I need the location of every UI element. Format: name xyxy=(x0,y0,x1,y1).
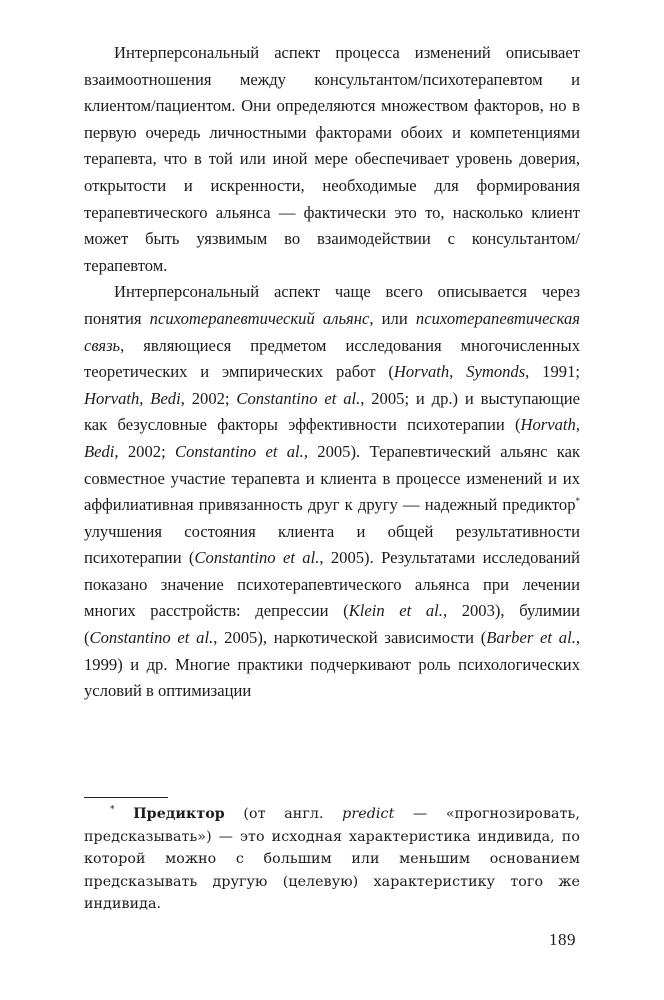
footnote-divider xyxy=(84,797,168,798)
text-run: — «прогнозировать, предсказывать») — это исходная характеристика индивида, по которой можно с большим или меньшим основанием предсказывать другую (целевую) характеристику того же индивида. xyxy=(84,806,580,913)
text-run: , 1991; xyxy=(525,362,580,382)
citation-authors: Barber et al. xyxy=(486,628,576,648)
text-run: , 2003), булимии ( xyxy=(84,601,580,648)
citation-authors: Klein et al. xyxy=(348,601,443,621)
text-run: , 2002; xyxy=(114,441,176,461)
citation-authors: Constantino et al. xyxy=(194,548,320,568)
text-run: , 2005; и др.) и выступающие как безусловные факторы эффективности психотерапии ( xyxy=(84,388,580,435)
text-run: Интерперсональный аспект чаще всего описывается через понятия xyxy=(84,282,580,328)
citation-authors: Horvath, Bedi xyxy=(84,388,181,408)
term-italic: психотерапевтическая связь xyxy=(84,308,580,355)
term-italic: психотерапевтический альянс xyxy=(149,308,370,328)
citation-authors: Constantino et al. xyxy=(89,628,214,648)
footnote-marker[interactable]: * xyxy=(575,496,580,507)
page-number: 189 xyxy=(549,930,576,949)
paragraph-1: Интерперсональный аспект процесса изменений описывает взаимоотношения между консультантом/психотерапевтом и клиентом/пациентом. Они определяются множеством факторов, но в первую очередь личностными факторами обоих и компетенциями терапевта, что в той или иной мере обеспечивает уровень доверия, открытости и искренности, необходимые для формирования терапевтического альянса — фактически это то, насколько клиент может быть уязвимым во взаимодействии с консультантом/терапевтом. xyxy=(84,43,580,275)
text-run: , 1999) и др. Многие практики подчеркивают роль психологических условий в оптимизации xyxy=(84,628,581,701)
footnote-marker: * xyxy=(110,805,115,815)
text-run: , являющиеся предметом исследования многочисленных теоретических и эмпирических работ ( xyxy=(84,335,580,382)
text-run: , 2005). Результатами исследований показано значение психотерапевтического альянса при лечении многих расстройств: депрессии ( xyxy=(84,548,581,621)
footnote xyxy=(84,803,580,916)
citation-authors: Horvath, Symonds xyxy=(393,362,526,382)
text-run: , 2005), наркотической зависимости ( xyxy=(213,628,487,648)
main-text xyxy=(84,40,580,705)
citation-authors: Horvath, Bedi xyxy=(84,415,580,461)
footnote-term: Предиктор xyxy=(133,806,225,822)
citation-authors: Constantino et al. xyxy=(175,441,304,461)
text-run: (от англ. xyxy=(224,806,343,822)
text-run: улучшения состояния клиента и общей результативности психотерапии ( xyxy=(84,521,580,568)
footnote-text xyxy=(84,803,580,916)
text-run: , 2002; xyxy=(180,388,237,408)
text-run: , 2005). Терапевтический альянс как совместное участие терапевта и клиента в процессе изменений и их аффилиативная привязанность друг к другу — надежный предиктор xyxy=(84,441,581,515)
citation-authors: Constantino et al. xyxy=(236,388,361,408)
paragraph-2 xyxy=(84,279,580,705)
english-word: predict xyxy=(342,806,395,822)
text-run: , или xyxy=(369,308,416,328)
